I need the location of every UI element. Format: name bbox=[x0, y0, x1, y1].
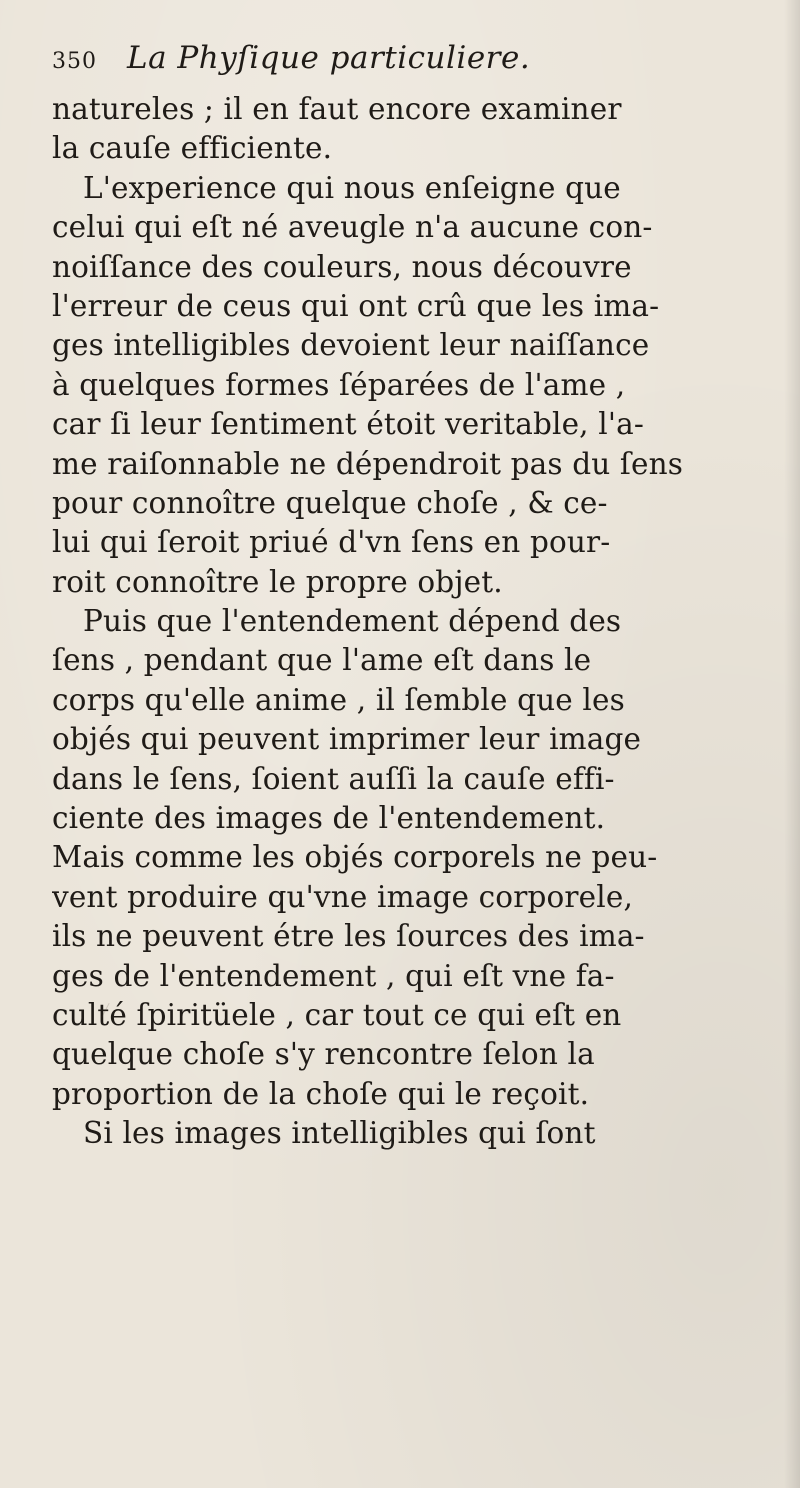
text-line: pour connoître quelque choſe , & ce- bbox=[52, 485, 608, 520]
text-line: celui qui eſt né aveugle n'a aucune con- bbox=[52, 210, 653, 245]
page-number: 350 bbox=[52, 49, 97, 74]
text-line: corps qu'elle anime , il ſemble que les bbox=[52, 682, 625, 717]
text-line: noiſſance des couleurs, nous découvre bbox=[52, 249, 632, 284]
paragraph-start-line: L'experience qui nous enſeigne que bbox=[83, 170, 621, 205]
text-line: ges intelligibles devoient leur naiſſance bbox=[52, 328, 650, 363]
text-line: Mais comme les objés corporels ne peu- bbox=[52, 840, 658, 875]
paragraph-start-line: Puis que l'entendement dépend des bbox=[83, 604, 622, 639]
text-line: me raiſonnable ne dépendroit pas du ſens bbox=[52, 446, 684, 481]
page-edge-shadow bbox=[784, 0, 800, 1488]
text-line: quelque choſe s'y rencontre ſelon la bbox=[52, 1037, 595, 1072]
paragraph-start-line: Si les images intelligibles qui ſont bbox=[83, 1116, 596, 1151]
text-line: car ſi leur ſentiment étoit veritable, l'a- bbox=[52, 407, 644, 442]
text-line: dans le ſens, ſoient auſſi la cauſe effi- bbox=[52, 761, 615, 796]
text-line: l'erreur de ceus qui ont crû que les ima- bbox=[52, 288, 660, 323]
text-line: culté ſpiritüele , car tout ce qui eſt en bbox=[52, 997, 622, 1032]
text-line: à quelques formes ſéparées de l'ame , bbox=[52, 367, 626, 402]
page-header bbox=[52, 40, 772, 84]
text-line: objés qui peuvent imprimer leur image bbox=[52, 722, 642, 757]
running-title: La Phyſique particuliere. bbox=[127, 40, 531, 76]
text-line: vent produire qu'vne image corporele, bbox=[52, 879, 633, 914]
text-line: la cauſe efficiente. bbox=[52, 131, 333, 166]
text-line: proportion de la choſe qui le reçoit. bbox=[52, 1076, 590, 1111]
text-line: ils ne peuvent étre les ſources des ima- bbox=[52, 919, 645, 954]
text-line: lui qui ſeroit priué d'vn ſens en pour- bbox=[52, 525, 611, 560]
body-text bbox=[52, 90, 780, 1154]
text-line: roit connoître le propre objet. bbox=[52, 564, 503, 599]
text-line: ges de l'entendement , qui eſt vne fa- bbox=[52, 958, 615, 993]
text-line: natureles ; il en faut encore examiner bbox=[52, 92, 622, 126]
text-line: ciente des images de l'entendement. bbox=[52, 801, 606, 836]
text-line: ſens , pendant que l'ame eſt dans le bbox=[52, 643, 592, 678]
